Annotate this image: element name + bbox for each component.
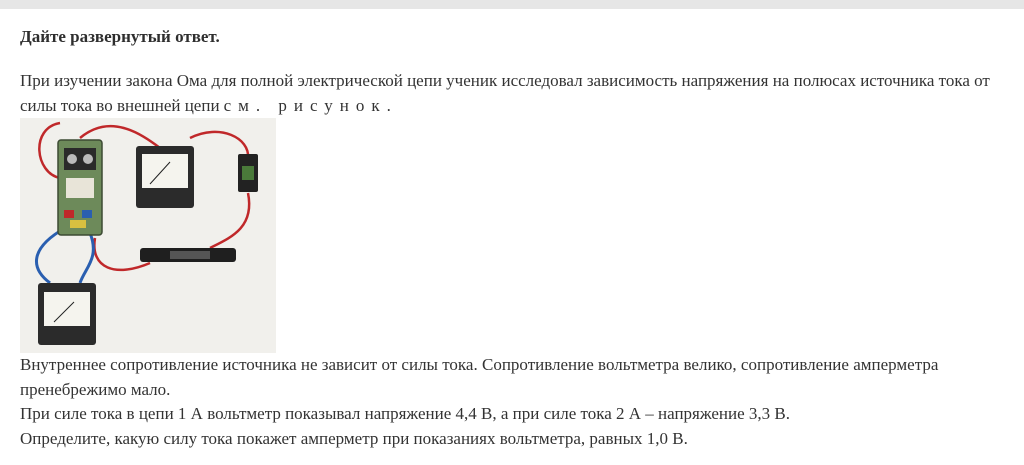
circuit-photo-svg — [20, 118, 276, 353]
circuit-photo — [20, 118, 276, 353]
task-heading: Дайте развернутый ответ. — [20, 27, 220, 46]
intro-paragraph — [20, 69, 1010, 118]
top-bar — [0, 0, 1024, 9]
question-paragraph: Определите, какую силу тока покажет амперметр при показаниях вольтметра, равных 1,0 В. — [20, 428, 688, 448]
task-container — [20, 26, 1010, 451]
intro-text: При изучении закона Ома для полной электрической цепи ученик исследовал зависимость напряжения на полюсах источника тока от силы тока во внешней цепи — [20, 71, 990, 115]
measurements-paragraph: При силе тока в цепи 1 А вольтметр показывал напряжение 4,4 В, а при силе тока 2 А – напряжение 3,3 В. — [20, 404, 791, 423]
figure-reference: см. рисунок. — [223, 95, 398, 115]
resistance-paragraph: Внутреннее сопротивление источника не зависит от силы тока. Сопротивление вольтметра велико, сопротивление амперметра пренебрежимо мало. — [20, 355, 939, 399]
